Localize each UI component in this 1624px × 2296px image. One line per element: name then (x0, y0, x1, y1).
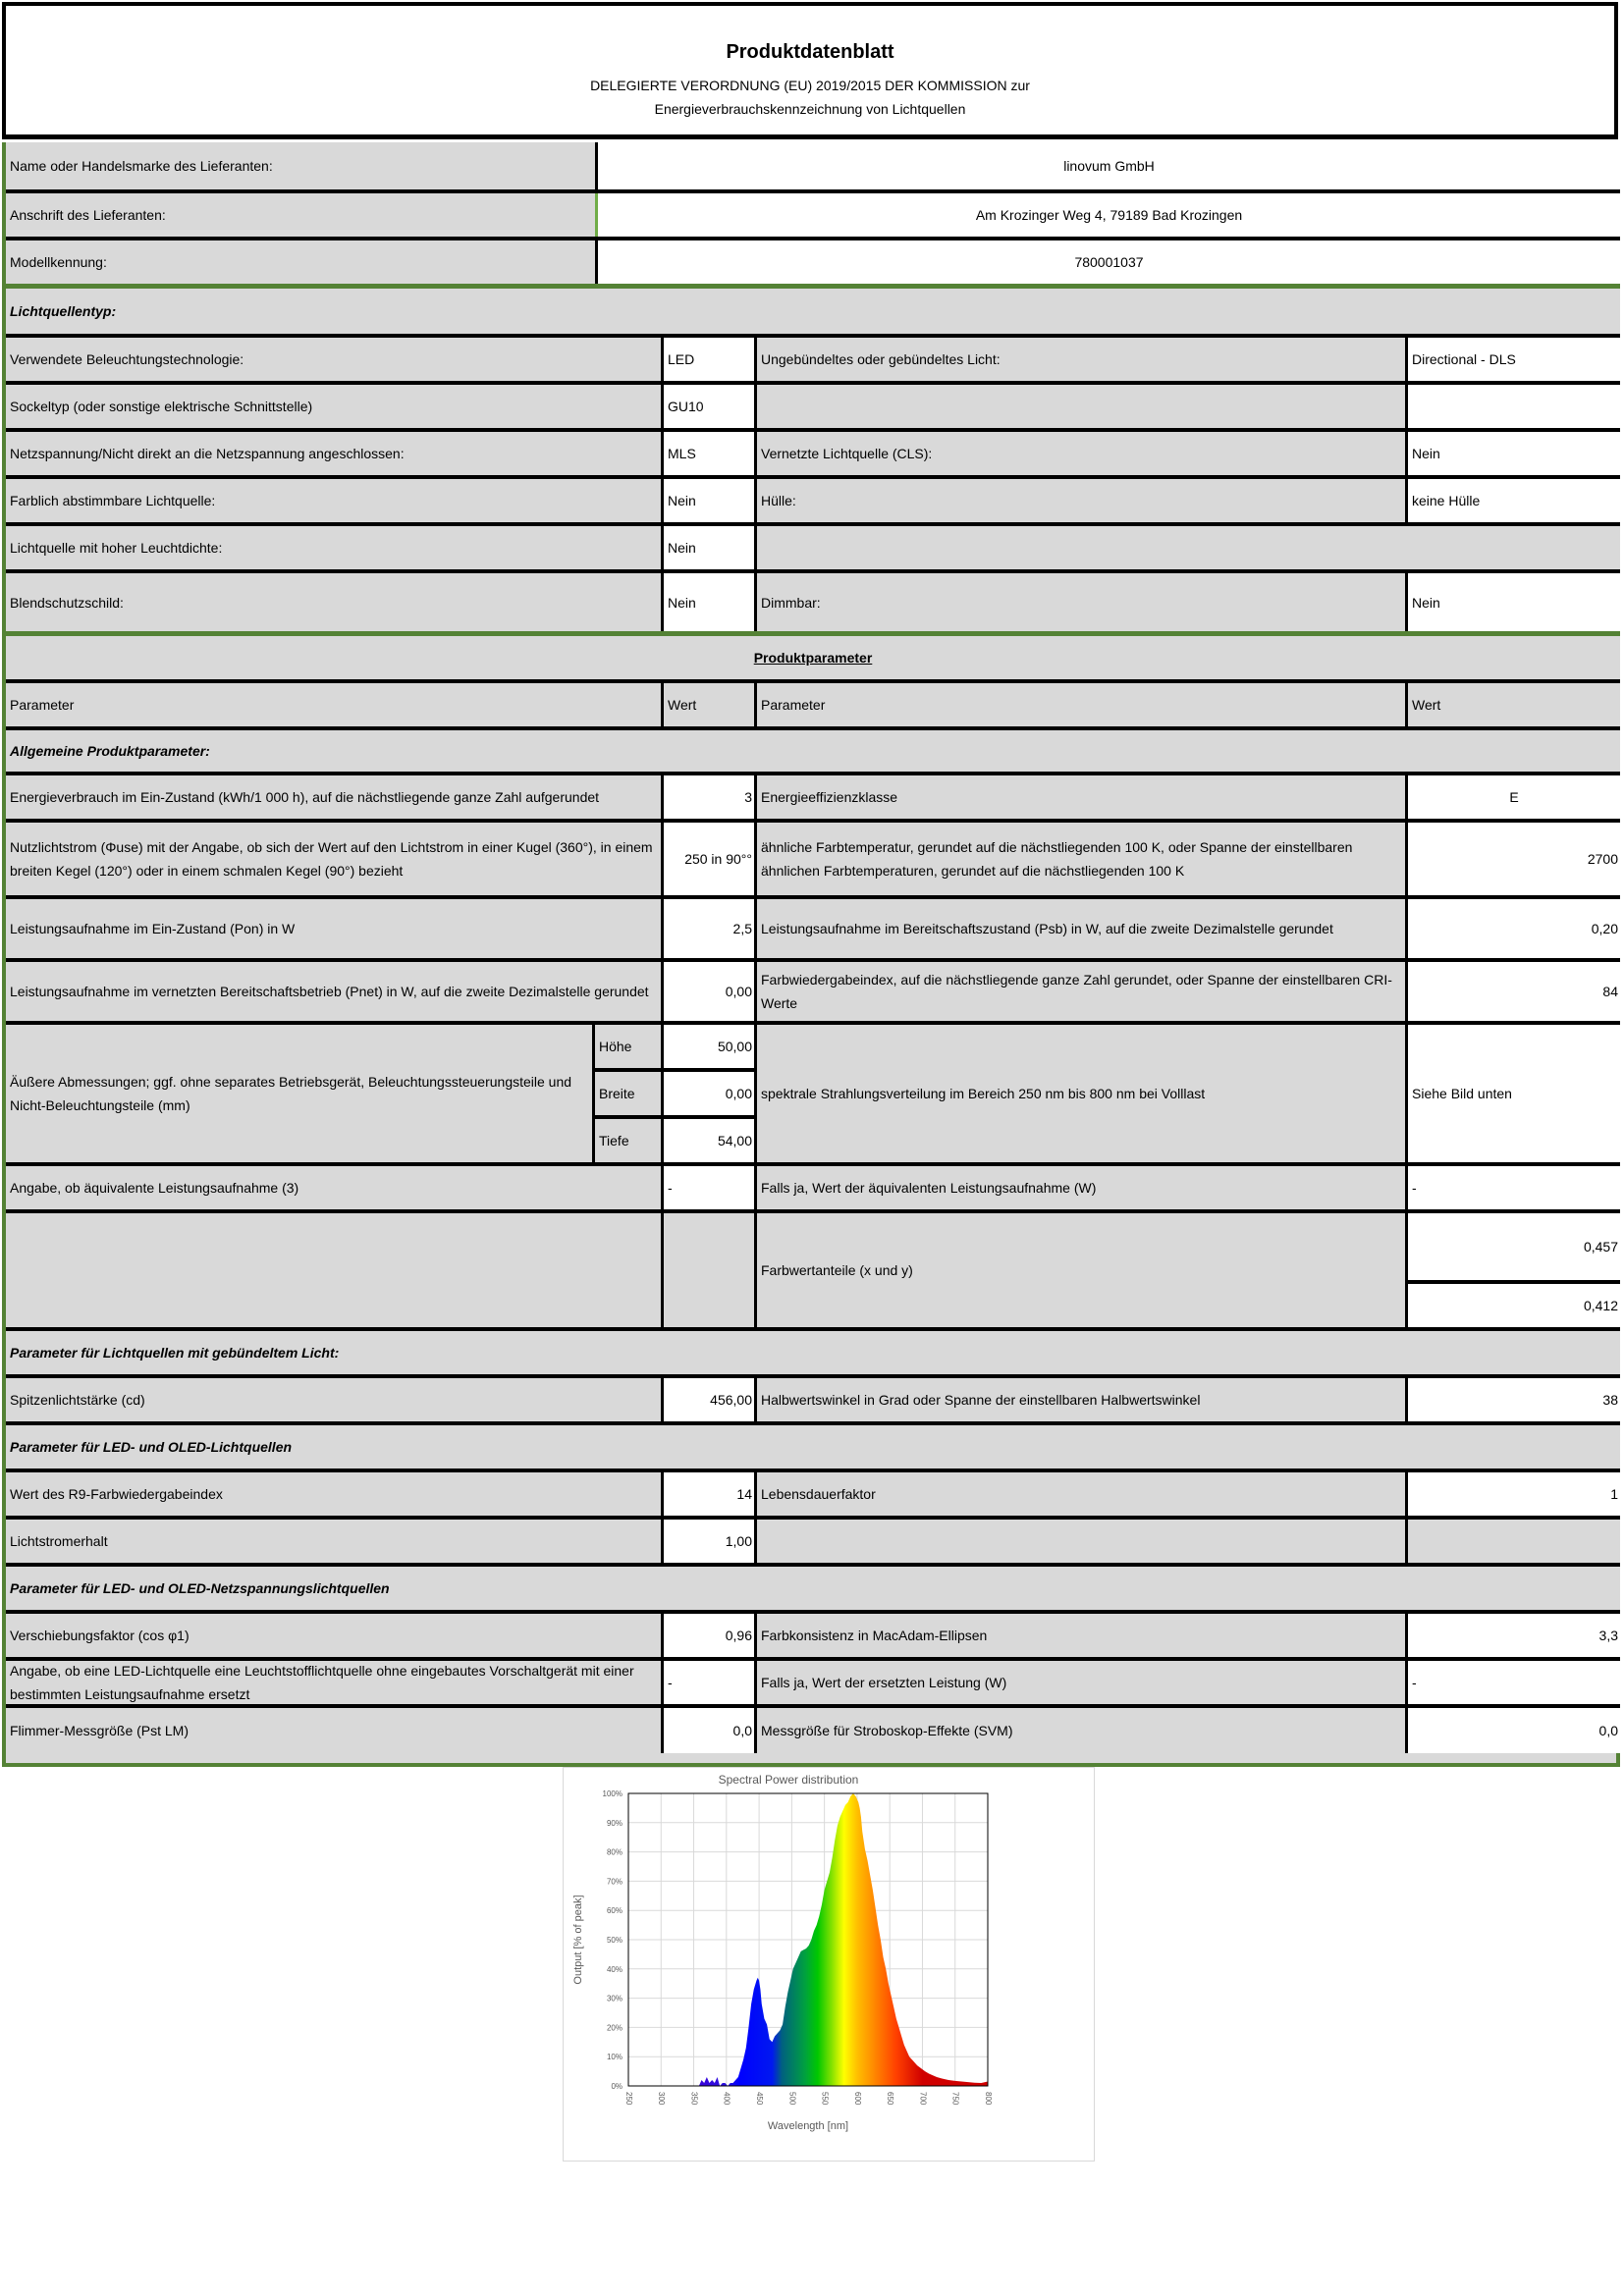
fluorescent-replacement-value: - (664, 1661, 754, 1704)
divider (754, 479, 757, 522)
divider (661, 1166, 664, 1327)
x-tick-label: 550 (820, 2092, 830, 2106)
lightsource-row-value: LED (664, 338, 754, 381)
lightsource-row-label: Netzspannung/Nicht direkt an die Netzspannung angeschlossen: (6, 432, 661, 475)
supplier-name-value: linovum GmbH (598, 142, 1620, 189)
y-tick-label: 30% (606, 1994, 623, 2003)
cri-value: 84 (1408, 962, 1620, 1021)
energy-consumption-label: Energieverbrauch im Ein-Zustand (kWh/1 000 h), auf die nächstliegende ganze Zahl aufgerundet (6, 775, 661, 819)
replaced-power-value: - (1408, 1661, 1620, 1704)
pnet-value: 0,00 (664, 962, 754, 1021)
cri-label: Farbwiedergabeindex, auf die nächstliegende ganze Zahl gerundet, oder Spanne der einstellbaren CRI-Werte (757, 962, 1405, 1021)
y-tick-label: 70% (606, 1877, 623, 1887)
useful-flux-label: Nutzlichtstrom (Φuse) mit der Angabe, ob sich der Wert auf den Lichtstrom in einer Kugel (360°), in einem breiten Kegel (120°) oder in einem schmalen Kegel (90°) bezieht (6, 823, 661, 895)
svm-value: 0,0 (1408, 1708, 1620, 1753)
flux-maintenance-value: 1,00 (664, 1520, 754, 1563)
pon-value: 2,5 (664, 899, 754, 958)
y-tick-label: 10% (606, 2053, 623, 2062)
supplier-name-label: Name oder Handelsmarke des Lieferanten: (6, 142, 595, 189)
peak-intensity-value: 456,00 (664, 1378, 754, 1421)
lightsource-row-value: GU10 (664, 385, 754, 428)
divider (754, 526, 757, 569)
beam-angle-value: 38 (1408, 1378, 1620, 1421)
lightsource-row-right-value (1408, 385, 1620, 428)
dimension-width-value: 0,00 (664, 1072, 754, 1115)
spectral-power-chart-svg (564, 1768, 1094, 2161)
document-header (2, 2, 1618, 139)
section-general-parameters: Allgemeine Produktparameter: (6, 730, 1620, 772)
chromaticity-x-value: 0,457 (1408, 1213, 1620, 1280)
y-axis-label: Output [% of peak] (572, 1895, 584, 1985)
lightsource-row-value: Nein (664, 573, 754, 631)
psb-value: 0,20 (1408, 899, 1620, 958)
macadam-value: 3,3 (1408, 1614, 1620, 1657)
document-title: Produktdatenblatt (726, 41, 894, 63)
lightsource-row-label: Lichtquelle mit hoher Leuchtdichte: (6, 526, 661, 569)
y-tick-label: 90% (606, 1818, 623, 1828)
divider (1405, 1472, 1408, 1563)
flicker-label: Flimmer-Messgröße (Pst LM) (6, 1708, 661, 1753)
peak-intensity-label: Spitzenlichtstärke (cd) (6, 1378, 661, 1421)
lightsource-row-right-label: Dimmbar: (757, 573, 1405, 631)
chart-title: Spectral Power distribution (718, 1773, 859, 1787)
divider (661, 683, 664, 726)
product-data-sheet (2, 142, 1620, 1767)
supplier-address-label: Anschrift des Lieferanten: (6, 193, 595, 237)
empty-cell (664, 1213, 754, 1327)
energy-class-label: Energieeffizienzklasse (757, 775, 1405, 819)
fluorescent-replacement-label: Angabe, ob eine LED-Lichtquelle eine Leuchtstofflichtquelle ohne eingebautes Vorschaltgerät mit einer bestimmten Leistungsaufnahme ersetzt (6, 1661, 661, 1704)
lightsource-row-value: MLS (664, 432, 754, 475)
divider (754, 338, 757, 381)
divider (754, 432, 757, 475)
psb-label: Leistungsaufnahme im Bereitschaftszustand (Psb) in W, auf die zweite Dezimalstelle gerundet (757, 899, 1405, 958)
dimension-width-label: Breite (595, 1072, 661, 1115)
divider (1405, 479, 1408, 522)
lightsource-row-right-value: Nein (1408, 432, 1620, 475)
y-tick-label: 80% (606, 1847, 623, 1857)
lightsource-row-right-label: Ungebündeltes oder gebündeltes Licht: (757, 338, 1405, 381)
equivalent-power-label: Angabe, ob äquivalente Leistungsaufnahme (3) (6, 1166, 661, 1209)
flux-maintenance-label: Lichtstromerhalt (6, 1520, 661, 1563)
lightsource-row-right-value: Nein (1408, 573, 1620, 631)
x-tick-label: 650 (886, 2092, 895, 2106)
divider (661, 338, 664, 381)
dimension-depth-value: 54,00 (664, 1119, 754, 1162)
lightsource-row-label: Blendschutzschild: (6, 573, 661, 631)
regulation-topic-line: Energieverbrauchskennzeichnung von Lichtquellen (654, 101, 966, 117)
divider (661, 573, 664, 631)
divider (1405, 683, 1408, 726)
chromaticity-y-value: 0,412 (1408, 1284, 1620, 1327)
section-led: Parameter für LED- und OLED-Lichtquellen (6, 1425, 1620, 1468)
energy-class-value: E (1408, 775, 1620, 819)
x-tick-label: 450 (754, 2092, 764, 2106)
dimensions-label: Äußere Abmessungen; ggf. ohne separates Betriebsgerät, Beleuchtungssteuerungsteile und Nicht-Beleuchtungsteile (mm) (6, 1025, 592, 1162)
divider (661, 1025, 664, 1162)
divider (595, 193, 598, 237)
supplier-address-value: Am Krozinger Weg 4, 79189 Bad Krozingen (598, 193, 1620, 237)
spd-value: Siehe Bild unten (1408, 1025, 1620, 1162)
lightsource-row-label: Verwendete Beleuchtungstechnologie: (6, 338, 661, 381)
divider (754, 683, 757, 726)
divider (661, 385, 664, 428)
dimension-height-label: Höhe (595, 1025, 661, 1068)
lightsource-row-right-value: keine Hülle (1408, 479, 1620, 522)
divider (1405, 573, 1408, 631)
divider (661, 432, 664, 475)
divider (661, 1472, 664, 1563)
dimension-height-value: 50,00 (664, 1025, 754, 1068)
displacement-factor-value: 0,96 (664, 1614, 754, 1657)
divider (1405, 432, 1408, 475)
column-header-value-right: Wert (1408, 683, 1620, 726)
x-tick-label: 750 (950, 2092, 960, 2106)
y-tick-label: 100% (602, 1789, 623, 1798)
model-id-value: 780001037 (598, 240, 1620, 284)
lightsource-row-label: Farblich abstimmbare Lichtquelle: (6, 479, 661, 522)
section-product-parameters: Produktparameter (6, 636, 1620, 679)
equivalent-power-w-value: - (1408, 1166, 1620, 1209)
cct-value: 2700 (1408, 823, 1620, 895)
x-tick-label: 300 (657, 2092, 667, 2106)
equivalent-power-w-label: Falls ja, Wert der äquivalenten Leistungsaufnahme (W) (757, 1166, 1405, 1209)
spd-label: spektrale Strahlungsverteilung im Bereich 250 nm bis 800 nm bei Volllast (757, 1025, 1405, 1162)
spectral-power-chart (563, 1767, 1095, 2162)
r9-value: 14 (664, 1472, 754, 1516)
divider (661, 1378, 664, 1421)
y-tick-label: 20% (606, 2023, 623, 2033)
divider (661, 526, 664, 569)
beam-angle-label: Halbwertswinkel in Grad oder Spanne der einstellbaren Halbwertswinkel (757, 1378, 1405, 1421)
macadam-label: Farbkonsistenz in MacAdam-Ellipsen (757, 1614, 1405, 1657)
x-tick-label: 400 (722, 2092, 731, 2106)
section-lightsource-type: Lichtquellentyp: (6, 289, 1620, 334)
y-tick-label: 50% (606, 1936, 623, 1945)
section-directional: Parameter für Lichtquellen mit gebündeltem Licht: (6, 1331, 1620, 1374)
svm-label: Messgröße für Stroboskop-Effekte (SVM) (757, 1708, 1405, 1753)
energy-consumption-value: 3 (664, 775, 754, 819)
x-axis-label: Wavelength [nm] (767, 2120, 849, 2132)
divider (661, 775, 664, 1021)
empty-cell (757, 1520, 1405, 1563)
divider (661, 479, 664, 522)
y-tick-label: 60% (606, 1906, 623, 1916)
regulation-line: DELEGIERTE VERORDNUNG (EU) 2019/2015 DER KOMMISSION zur (590, 78, 1030, 93)
equivalent-power-value: - (664, 1166, 754, 1209)
column-header-value-left: Wert (664, 683, 754, 726)
section-led-mains: Parameter für LED- und OLED-Netzspannungslichtquellen (6, 1567, 1620, 1610)
divider (1405, 1614, 1408, 1753)
lightsource-row-value: Nein (664, 479, 754, 522)
lightsource-row-right-label: Hülle: (757, 479, 1405, 522)
cct-label: ähnliche Farbtemperatur, gerundet auf die nächstliegenden 100 K, oder Spanne der einstellbaren ähnlichen Farbtemperaturen, gerundet auf die nächstliegenden 100 K (757, 823, 1405, 895)
divider (661, 1614, 664, 1753)
x-tick-label: 800 (983, 2092, 993, 2106)
divider (754, 1614, 757, 1753)
r9-label: Wert des R9-Farbwiedergabeindex (6, 1472, 661, 1516)
pon-label: Leistungsaufnahme im Ein-Zustand (Pon) in W (6, 899, 661, 958)
useful-flux-value: 250 in 90°° (664, 823, 754, 895)
divider (1405, 775, 1408, 1327)
lifetime-factor-label: Lebensdauerfaktor (757, 1472, 1405, 1516)
x-tick-label: 600 (852, 2092, 862, 2106)
lightsource-row-right-label (757, 385, 1405, 428)
pnet-label: Leistungsaufnahme im vernetzten Bereitschaftsbetrieb (Pnet) in W, auf die zweite Dezimalstelle gerundet (6, 962, 661, 1021)
x-tick-label: 250 (623, 2092, 633, 2106)
empty-cell (757, 526, 1620, 569)
divider (754, 573, 757, 631)
divider (595, 142, 598, 189)
displacement-factor-label: Verschiebungsfaktor (cos φ1) (6, 1614, 661, 1657)
lightsource-row-label: Sockeltyp (oder sonstige elektrische Schnittstelle) (6, 385, 661, 428)
y-tick-label: 40% (606, 1964, 623, 1974)
x-tick-label: 350 (689, 2092, 699, 2106)
y-tick-label: 0% (611, 2082, 623, 2091)
divider (754, 1472, 757, 1563)
divider (1405, 338, 1408, 381)
empty-cell (6, 1213, 661, 1327)
document-subtitle (6, 74, 1614, 121)
empty-cell (1408, 1520, 1620, 1563)
x-tick-label: 700 (918, 2092, 928, 2106)
lightsource-row-value: Nein (664, 526, 754, 569)
lightsource-row-right-value: Directional - DLS (1408, 338, 1620, 381)
column-header-parameter-right: Parameter (757, 683, 1405, 726)
divider (754, 775, 757, 1327)
chromaticity-label: Farbwertanteile (x und y) (757, 1213, 1405, 1327)
x-tick-label: 500 (787, 2092, 797, 2106)
divider (595, 240, 598, 284)
dimension-depth-label: Tiefe (595, 1119, 661, 1162)
divider (754, 1378, 757, 1421)
lifetime-factor-value: 1 (1408, 1472, 1620, 1516)
flicker-value: 0,0 (664, 1708, 754, 1753)
lightsource-row-right-label: Vernetzte Lichtquelle (CLS): (757, 432, 1405, 475)
divider (754, 385, 757, 428)
divider (1405, 385, 1408, 428)
divider (1405, 1378, 1408, 1421)
replaced-power-label: Falls ja, Wert der ersetzten Leistung (W) (757, 1661, 1405, 1704)
column-header-parameter-left: Parameter (6, 683, 661, 726)
model-id-label: Modellkennung: (6, 240, 595, 284)
